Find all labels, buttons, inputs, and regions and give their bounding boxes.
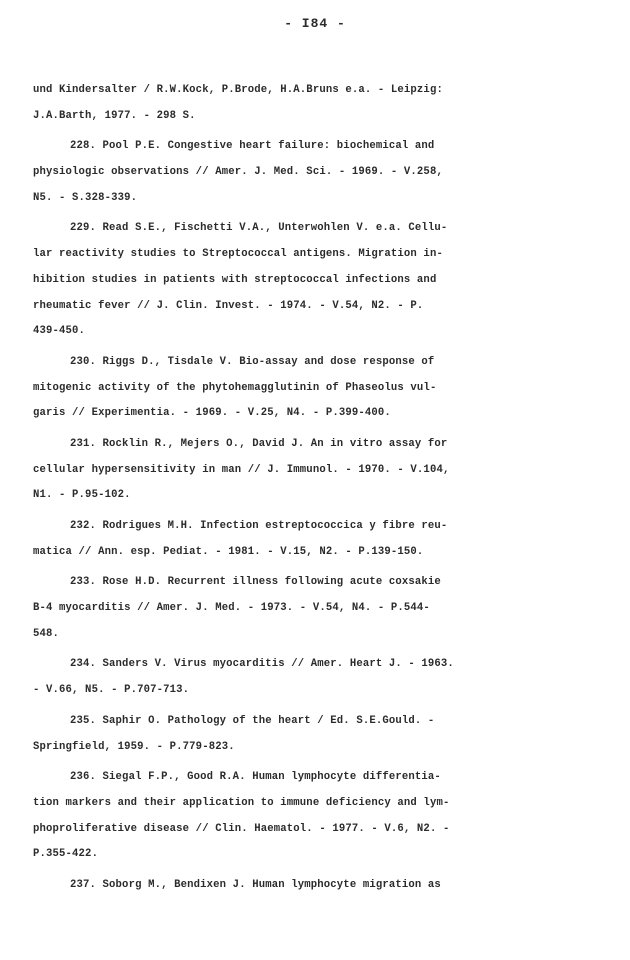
reference-line: 229. Read S.E., Fischetti V.A., Unterwohlen V. e.a. Cellu- (70, 222, 448, 235)
reference-line: 228. Pool P.E. Congestive heart failure: biochemical and (70, 140, 435, 153)
reference-line: rheumatic fever // J. Clin. Invest. - 1974. - V.54, N2. - P. (33, 299, 424, 312)
reference-entry (33, 432, 593, 509)
reference-line: 232. Rodrigues M.H. Infection estreptococcica y fibre reu- (70, 520, 448, 532)
reference-line: 230. Riggs D., Tisdale V. Bio-assay and dose response of (70, 355, 435, 368)
reference-line: cellular hypersensitivity in man // J. Immunol. - 1970. - V.104, (33, 463, 450, 476)
reference-entry (33, 709, 593, 760)
reference-line: 234. Sanders V. Virus myocarditis // Amer. Heart J. - 1963. (70, 658, 454, 671)
reference-line: 548. (33, 627, 60, 640)
reference-line: - V.66, N5. - P.707-713. (33, 684, 190, 697)
reference-entry (33, 765, 593, 868)
reference-list (33, 78, 593, 899)
reference-line: 233. Rose H.D. Recurrent illness following acute coxsakie (70, 576, 441, 589)
reference-line: N5. - S.328-339. (33, 191, 138, 204)
reference-line: tion markers and their application to immune deficiency and lym- (33, 796, 450, 809)
reference-line: phoproliferative disease // Clin. Haematol. - 1977. - V.6, N2. - (33, 822, 450, 835)
reference-entry (33, 350, 593, 427)
reference-entry (33, 873, 593, 899)
reference-line: hibition studies in patients with streptococcal infections and (33, 273, 437, 286)
reference-line: garis // Experimentia. - 1969. - V.25, N4. - P.399-400. (33, 407, 391, 420)
reference-line: physiologic observations // Amer. J. Med. Sci. - 1969. - V.258, (33, 166, 443, 179)
reference-line: 439-450. (33, 325, 86, 338)
reference-entry (33, 216, 593, 344)
reference-line: matica // Ann. esp. Pediat. - 1981. - V.15, N2. - P.139-150. (33, 545, 424, 558)
reference-line: 237. Soborg M., Bendixen J. Human lymphocyte migration as (70, 878, 441, 891)
reference-line: J.A.Barth, 1977. - 298 S. (33, 109, 196, 122)
reference-line: und Kindersalter / R.W.Kock, P.Brode, H.A.Bruns e.a. - Leipzig: (33, 84, 443, 96)
reference-entry (33, 78, 593, 129)
reference-entry (33, 134, 593, 211)
reference-line: mitogenic activity of the phytohemagglutinin of Phaseolus vul- (33, 381, 437, 394)
page-number: - I84 - (284, 16, 346, 31)
reference-line: lar reactivity studies to Streptococcal antigens. Migration in- (33, 248, 443, 261)
reference-line: P.355-422. (33, 848, 99, 861)
reference-line: B-4 myocarditis // Amer. J. Med. - 1973. - V.54, N4. - P.544- (33, 602, 430, 615)
reference-entry (33, 514, 593, 565)
reference-line: 236. Siegal F.P., Good R.A. Human lymphocyte differentia- (70, 771, 441, 784)
reference-line: N1. - P.95-102. (33, 489, 131, 502)
reference-entry (33, 570, 593, 647)
reference-line: 235. Saphir O. Pathology of the heart / Ed. S.E.Gould. - (70, 714, 435, 727)
reference-line: Springfield, 1959. - P.779-823. (33, 740, 235, 753)
reference-line: 231. Rocklin R., Mejers O., David J. An in vitro assay for (70, 437, 448, 450)
reference-entry (33, 652, 593, 703)
